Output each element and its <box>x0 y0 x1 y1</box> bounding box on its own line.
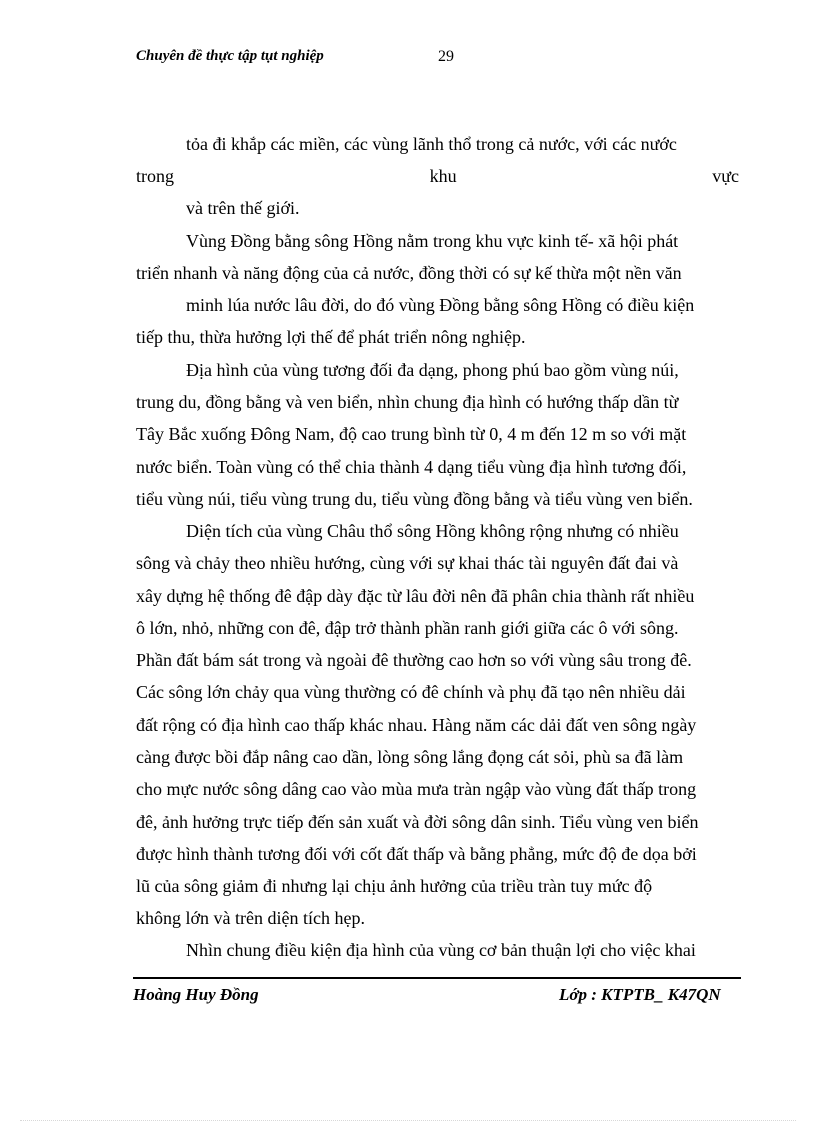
body-line: đê, ảnh hưởng trực tiếp đến sản xuất và đời sông dân sinh. Tiểu vùng ven biển <box>136 812 699 832</box>
body-line-justified <box>136 167 739 185</box>
body-line: tiểu vùng núi, tiểu vùng trung du, tiểu vùng đồng bằng và tiểu vùng ven biển. <box>136 489 693 509</box>
running-header: Chuyên đề thực tập tụt nghiệp <box>136 48 324 64</box>
body-line: sông và chảy theo nhiều hướng, cùng với sự khai thác tài nguyên đất đai và <box>136 553 679 573</box>
body-line: lũ của sông giảm đi nhưng lại chịu ảnh hưởng của triều tràn tuy mức độ <box>136 876 653 896</box>
body-line: được hình thành tương đối với cốt đất thấp và bằng phẳng, mức độ đe dọa bởi <box>136 844 697 864</box>
body-line: tiếp thu, thừa hưởng lợi thế để phát triển nông nghiệp. <box>136 327 526 347</box>
body-line: tỏa đi khắp các miền, các vùng lãnh thổ trong cả nước, với các nước <box>186 134 677 154</box>
body-line: đất rộng có địa hình cao thấp khác nhau. Hàng năm các dải đất ven sông ngày <box>136 715 697 735</box>
body-line: Diện tích của vùng Châu thổ sông Hồng không rộng nhưng có nhiều <box>186 521 679 541</box>
body-line: Phần đất bám sát trong và ngoài đê thường cao hơn so với vùng sâu trong đê. <box>136 650 692 670</box>
word: trong <box>136 166 174 186</box>
footer-author: Hoàng Huy Đồng <box>133 985 259 1004</box>
word: khu <box>429 166 457 186</box>
page-bottom-border <box>20 1120 796 1121</box>
body-line: triển nhanh và năng động của cả nước, đồng thời có sự kế thừa một nền văn <box>136 263 682 283</box>
footer-divider <box>133 977 741 979</box>
body-line: nước biển. Toàn vùng có thể chia thành 4 dạng tiểu vùng địa hình tương đối, <box>136 457 687 477</box>
body-line: cho mực nước sông dâng cao vào mùa mưa tràn ngập vào vùng đất thấp trong <box>136 779 697 799</box>
body-line: Tây Bắc xuống Đông Nam, độ cao trung bình từ 0, 4 m đến 12 m so với mặt <box>136 424 687 444</box>
body-line: Địa hình của vùng tương đối đa dạng, phong phú bao gồm vùng núi, <box>186 360 679 380</box>
body-line: trung du, đồng bằng và ven biển, nhìn chung địa hình có hướng thấp dần từ <box>136 392 679 412</box>
body-line: và trên thế giới. <box>186 198 300 218</box>
body-line: Vùng Đồng bằng sông Hồng nằm trong khu vực kinh tế- xã hội phát <box>186 231 679 251</box>
word: vực <box>712 166 739 186</box>
body-line: Nhìn chung điều kiện địa hình của vùng cơ bản thuận lợi cho việc khai <box>186 940 696 960</box>
body-line: minh lúa nước lâu đời, do đó vùng Đồng bằng sông Hồng có điều kiện <box>186 295 695 315</box>
body-line: Các sông lớn chảy qua vùng thường có đê chính và phụ đã tạo nên nhiều dải <box>136 682 686 702</box>
body-line: không lớn và trên diện tích hẹp. <box>136 908 365 928</box>
body-line: càng được bồi đắp nâng cao dần, lòng sông lắng đọng cát sỏi, phù sa đã làm <box>136 747 684 767</box>
body-line: ô lớn, nhỏ, những con đê, đập trở thành phần ranh giới giữa các ô với sông. <box>136 618 679 638</box>
footer-class: Lớp : KTPTB_ K47QN <box>559 985 721 1004</box>
body-line: xây dựng hệ thống đê đập dày đặc từ lâu đời nên đã phân chia thành rất nhiều <box>136 586 695 606</box>
page-number: 29 <box>438 48 454 65</box>
